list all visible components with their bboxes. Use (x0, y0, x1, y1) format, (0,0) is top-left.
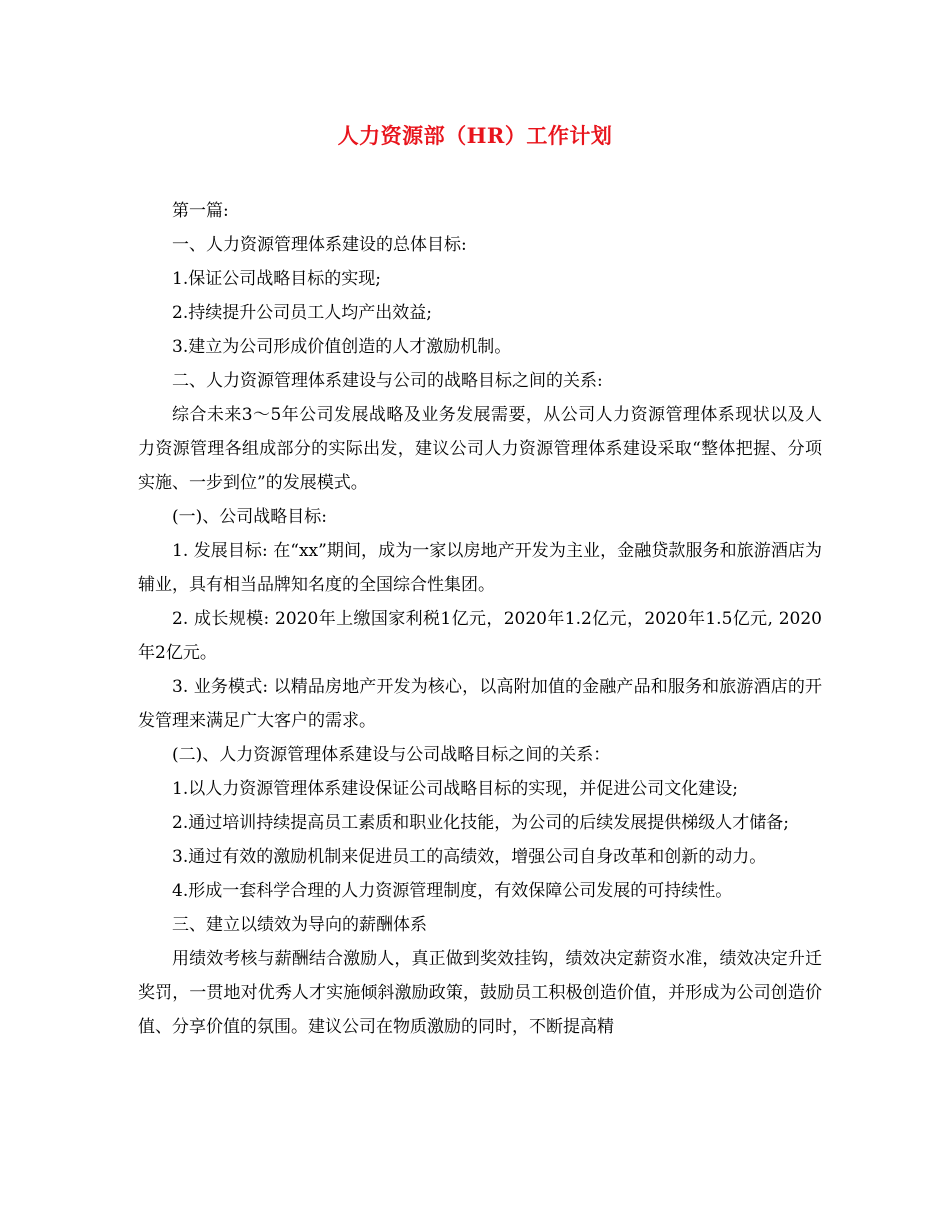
paragraph: 2. 成长规模: 2020年上缴国家利税1亿元，2020年1.2亿元，2020年1.5亿元, 2020年2亿元。 (138, 609, 822, 663)
paragraph: 2.通过培训持续提高员工素质和职业化技能，为公司的后续发展提供梯级人才储备; (172, 813, 789, 833)
paragraph: (二)、人力资源管理体系建设与公司战略目标之间的关系： (172, 745, 611, 765)
document-body (138, 194, 822, 1044)
paragraph: 1. 发展目标: 在“xx”期间，成为一家以房地产开发为主业，金融贷款服务和旅游酒店为辅业，具有相当品牌知名度的全国综合性集团。 (138, 541, 822, 595)
paragraph: 2.持续提升公司员工人均产出效益; (172, 303, 432, 323)
paragraph: 三、建立以绩效为导向的薪酬体系 (172, 915, 427, 935)
paragraph: 一、人力资源管理体系建设的总体目标: (172, 235, 467, 255)
paragraph: 1.以人力资源管理体系建设保证公司战略目标的实现，并促进公司文化建设; (172, 779, 738, 799)
paragraph: 3. 业务模式: 以精品房地产开发为核心，以高附加值的金融产品和服务和旅游酒店的开发管理来满足广大客户的需求。 (138, 677, 822, 731)
paragraph: 3.通过有效的激励机制来促进员工的高绩效，增强公司自身改革和创新的动力。 (172, 847, 767, 867)
paragraph: 第一篇: (172, 201, 229, 221)
paragraph: (一)、公司战略目标: (172, 507, 327, 527)
paragraph: 4.形成一套科学合理的人力资源管理制度，有效保障公司发展的可持续性。 (172, 881, 733, 901)
paragraph: 1.保证公司战略目标的实现; (172, 269, 381, 289)
paragraph: 3.建立为公司形成价值创造的人才激励机制。 (172, 337, 512, 357)
document-title: 人力资源部（HR）工作计划 (337, 123, 613, 148)
paragraph: 综合未来3～5年公司发展战略及业务发展需要，从公司人力资源管理体系现状以及人力资源管理各组成部分的实际出发，建议公司人力资源管理体系建设采取“整体把握、分项实施、一步到位”的发展模式。 (138, 405, 822, 493)
paragraph: 二、人力资源管理体系建设与公司的战略目标之间的关系: (172, 371, 603, 391)
paragraph: 用绩效考核与薪酬结合激励人，真正做到奖效挂钩，绩效决定薪资水准，绩效决定升迁奖罚，一贯地对优秀人才实施倾斜激励政策，鼓励员工积极创造价值，并形成为公司创造价值、分享价值的氛围。建议公司在物质激励的同时，不断提高精 (138, 949, 822, 1037)
